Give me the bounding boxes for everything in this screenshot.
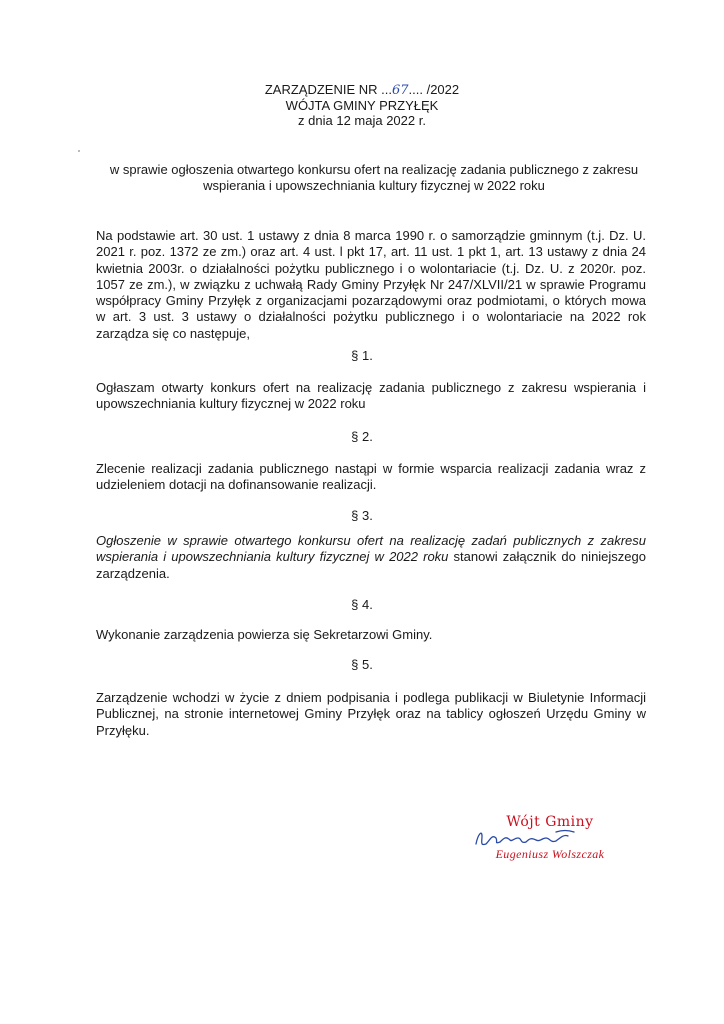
header-authority: WÓJTA GMINY PRZYŁĘK xyxy=(285,98,439,113)
handwritten-number: 67 xyxy=(391,83,409,98)
section-4-label: § 4. xyxy=(351,597,373,612)
header-number-prefix: ZARZĄDZENIE NR ... xyxy=(264,82,392,97)
stamp-name: Eugeniusz Wolszczak xyxy=(495,847,605,861)
section-3-rest: stanowi załącznik do niniejszego zarządzenia. xyxy=(96,549,646,581)
section-4-text: Wykonanie zarządzenia powierza się Sekretarzowi Gminy. xyxy=(96,627,433,642)
section-3-italic-title: Ogłoszenie w sprawie otwartego konkursu ofert na realizację zadań publicznych z zakresu wspierania i upowszechniania kultury fizycznej w 2022 roku xyxy=(96,533,646,565)
scan-speck xyxy=(78,150,80,152)
header-date: z dnia 12 maja 2022 r. xyxy=(298,113,426,128)
section-3-text xyxy=(96,533,646,582)
section-2-text: Zlecenie realizacji zadania publicznego nastąpi w formie wsparcia realizacji zadania wraz z udzieleniem dotacji na dofinansowanie realizacji. xyxy=(96,461,646,493)
header-title-line xyxy=(0,82,724,98)
section-2-label: § 2. xyxy=(351,429,373,444)
section-5-text: Zarządzenie wchodzi w życie z dniem podpisania i podlega publikacji w Biuletynie Informacji Publicznej, na stronie internetowej Gminy Przyłęk oraz na tablicy ogłoszeń Urzędu Gminy w Przyłęku. xyxy=(96,690,646,738)
stamp-title: Wójt Gminy xyxy=(506,814,594,830)
section-1-label: § 1. xyxy=(351,348,373,363)
document-header xyxy=(0,82,724,128)
document-subject: w sprawie ogłoszenia otwartego konkursu ofert na realizację zadania publicznego z zakresu wspierania i upowszechniania kultury fizycznej w 2022 roku xyxy=(109,162,639,193)
header-number-suffix: .... /2022 xyxy=(408,82,460,97)
section-3-label: § 3. xyxy=(351,508,373,523)
preamble: Na podstawie art. 30 ust. 1 ustawy z dnia 8 marca 1990 r. o samorządzie gminnym (t.j. Dz. U. 2021 r. poz. 1372 ze zm.) oraz art. 4 ust. l pkt 17, art. 11 ust. 1 pkt 1, art. 13 ustawy z dnia 24 kwietnia 2003r. o działalności pożytku publicznego i o wolontariacie (t.j. Dz. U. z 2020r. poz. 1057 ze zm.), w związku z uchwałą Rady Gminy Przyłęk Nr 247/XLVII/21 w sprawie Programu współpracy Gminy Przyłęk z organizacjami pozarządowymi oraz podmiotami, o których mowa w art. 3 ust. 3 ustawy o działalności pożytku publicznego i o wolontariacie na 2022 rok zarządza się co następuje, xyxy=(96,228,646,341)
section-1-text: Ogłaszam otwarty konkurs ofert na realizację zadania publicznego z zakresu wspierania i upowszechniania kultury fizycznej w 2022 roku xyxy=(96,380,646,412)
section-5-label: § 5. xyxy=(351,657,373,672)
